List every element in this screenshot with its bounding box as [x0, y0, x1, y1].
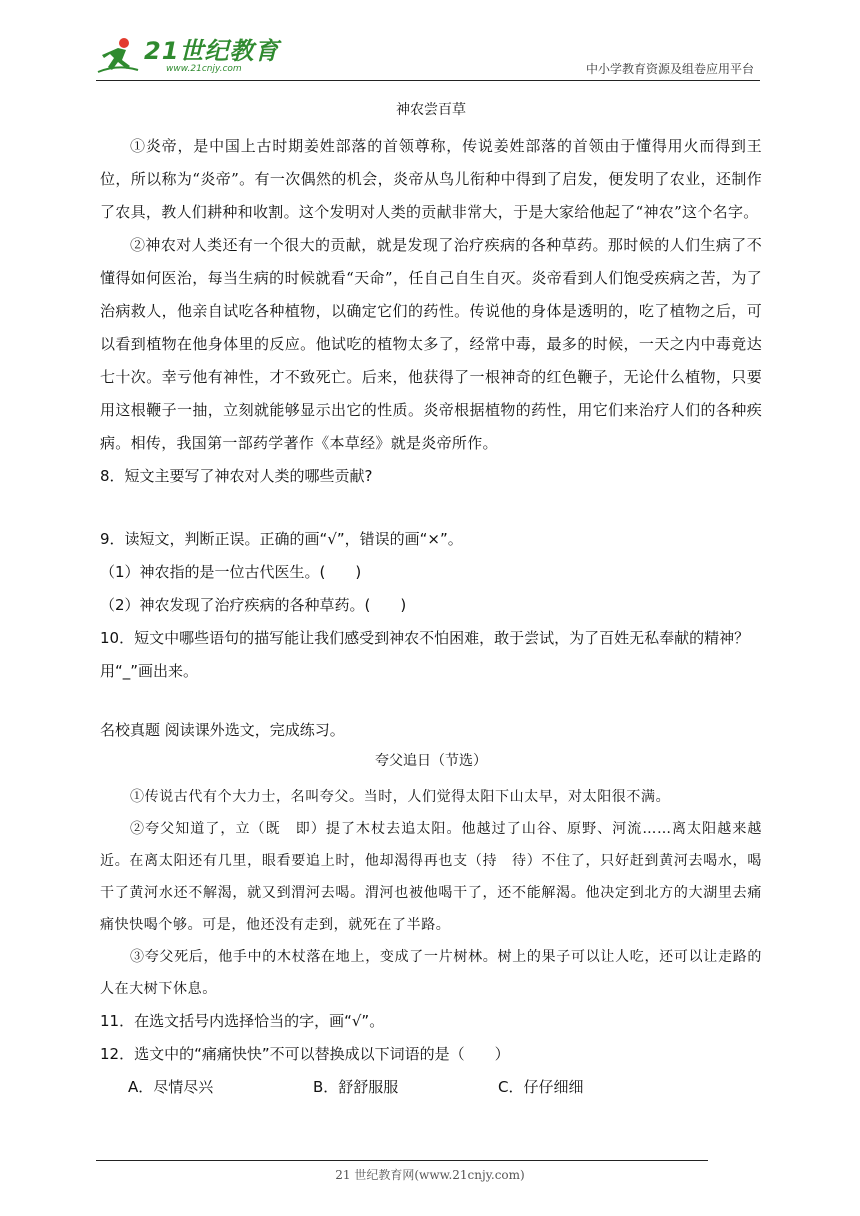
logo	[96, 34, 279, 78]
passage2-paragraph-1: ①传说古代有个大力士，名叫夸父。当时，人们觉得太阳下山太早，对太阳很不满。	[130, 789, 671, 805]
question-9-1: （1）神农指的是一位古代医生。( )	[100, 563, 362, 581]
runner-logo-icon	[96, 36, 140, 76]
passage2-paragraph-3: ③夸父死后，他手中的木杖落在地上，变成了一片树林。树上的果子可以让人吃，还可以让走路的人在大树下休息。	[100, 949, 762, 997]
logo-main-text: 21世纪教育	[144, 37, 280, 65]
question-12-options	[100, 1071, 762, 1104]
page-footer: 21 世纪教育网(www.21cnjy.com)	[335, 1168, 525, 1182]
passage2-title: 夸父追日（节选）	[375, 753, 487, 769]
document-body	[100, 96, 762, 1104]
question-9-2: （2）神农发现了治疗疾病的各种草药。( )	[100, 596, 407, 614]
page-header	[96, 34, 760, 81]
passage1-paragraph-2: ②神农对人类还有一个很大的贡献，就是发现了治疗疾病的各种草药。那时候的人们生病了不懂得如何医治，每当生病的时候就看“天命”，任自己自生自灭。炎帝看到人们饱受疾病之苦，为了治病救人，他亲自试吃各种植物，以确定它们的药性。传说他的身体是透明的，吃了植物之后，可以看到植物在他身体里的反应。他试吃的植物太多了，经常中毒，最多的时候，一天之内中毒竟达七十次。幸亏他有神性，才不致死亡。后来，他获得了一根神奇的红色鞭子，无论什么植物，只要用这根鞭子一抽，立刻就能够显示出它的性质。炎帝根据植物的药性，用它们来治疗人们的各种疾病。相传，我国第一部药学著作《本草经》就是炎帝所作。	[100, 236, 762, 452]
question-11: 11．在选文括号内选择恰当的字，画“√”。	[100, 1012, 385, 1030]
option-b: B．舒舒服服	[313, 1078, 399, 1096]
question-10: 10．短文中哪些语句的描写能让我们感受到神农不怕困难，敢于尝试，为了百姓无私奉献的精神？用“_”画出来。	[100, 629, 750, 680]
passage1-title: 神农尝百草	[396, 102, 466, 118]
question-8: 8．短文主要写了神农对人类的哪些贡献?	[100, 467, 373, 485]
logo-url-text: www.21cnjy.com	[166, 64, 242, 74]
question-12: 12．选文中的“痛痛快快”不可以替换成以下词语的是（ ）	[100, 1045, 510, 1063]
question-9: 9．读短文，判断正误。正确的画“√”，错误的画“×”。	[100, 530, 463, 548]
passage2-paragraph-2: ②夸父知道了，立（既 即）提了木杖去追太阳。他越过了山谷、原野、河流……离太阳越来越近。在离太阳还有几里，眼看要追上时，他却渴得再也支（持 待）不住了，只好赶到黄河去喝水，喝干了黄河水还不解渴，就又到渭河去喝。渭河也被他喝干了，还不能解渴。他决定到北方的大湖里去痛痛快快喝个够。可是，他还没有走到，就死在了半路。	[100, 821, 762, 933]
platform-label: 中小学教育资源及组卷应用平台	[585, 62, 754, 76]
passage1-paragraph-1: ①炎帝，是中国上古时期姜姓部落的首领尊称，传说姜姓部落的首领由于懂得用火而得到王位，所以称为“炎帝”。有一次偶然的机会，炎帝从鸟儿衔种中得到了启发，便发明了农业，还制作了农具，教人们耕种和收割。这个发明对人类的贡献非常大，于是大家给他起了“神农”这个名字。	[100, 137, 762, 221]
footer-divider	[96, 1160, 708, 1161]
section2-intro: 名校真题 阅读课外选文，完成练习。	[100, 721, 345, 739]
option-a: A．尽情尽兴	[128, 1078, 214, 1096]
option-c: C．仔仔细细	[498, 1078, 584, 1096]
